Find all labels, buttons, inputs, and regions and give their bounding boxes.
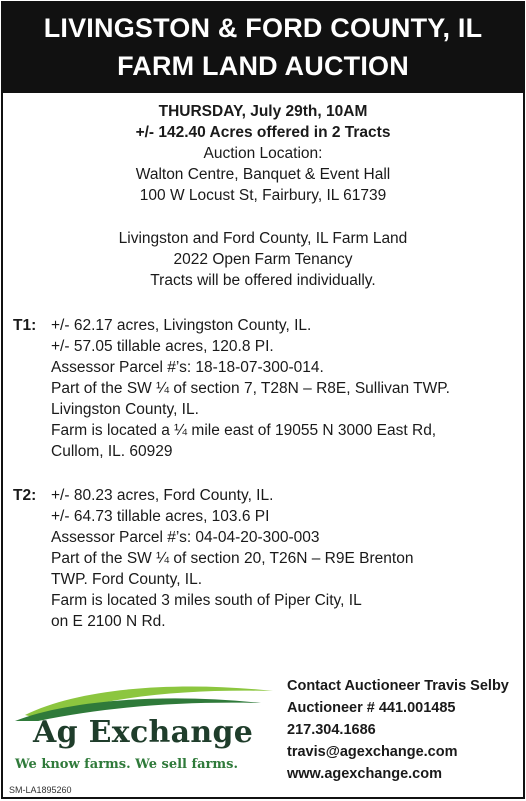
tract-line: +/- 57.05 tillable acres, 120.8 PI. [51, 338, 274, 355]
tract-2 [3, 485, 523, 632]
summary-line-2: 2022 Open Farm Tenancy [173, 251, 353, 268]
auction-date-time: THURSDAY, July 29th, 10AM [158, 103, 368, 120]
ad-code: SM-LA1895260 [9, 785, 72, 795]
ad-footer [3, 671, 523, 781]
summary-line-3: Tracts will be offered individually. [150, 272, 376, 289]
tract-label: T1: [13, 317, 37, 334]
auction-acres: +/- 142.40 Acres offered in 2 Tracts [135, 124, 391, 141]
header-title-line1: LIVINGSTON & FORD COUNTY, IL [43, 13, 483, 43]
auction-address: 100 W Locust St, Fairbury, IL 61739 [139, 187, 387, 204]
tract-line: Part of the SW ¼ of section 7, T28N – R8E, Sullivan TWP. [51, 380, 450, 397]
auction-details [3, 93, 523, 291]
auction-ad [1, 1, 525, 799]
tract-line: Livingston County, IL. [51, 401, 199, 418]
tract-line: Assessor Parcel #’s: 18-18-07-300-014. [51, 359, 324, 376]
tract-line: Farm is located a ¼ mile east of 19055 N 3000 East Rd, [51, 422, 437, 439]
tract-line: +/- 62.17 acres, Livingston County, IL. [51, 317, 312, 334]
ad-header [3, 3, 523, 93]
auction-venue: Walton Centre, Banquet & Event Hall [135, 166, 391, 183]
logo-tagline: We know farms. We sell farms. [15, 757, 238, 772]
auctioneer-number: Auctioneer # 441.001485 [287, 700, 456, 716]
contact-heading: Contact Auctioneer Travis Selby [287, 678, 509, 694]
tract-line: +/- 80.23 acres, Ford County, IL. [51, 487, 274, 504]
tract-line: Part of the SW ¼ of section 20, T26N – R9E Brenton [51, 550, 414, 567]
contact-email: travis@agexchange.com [287, 744, 458, 760]
tract-line: Assessor Parcel #’s: 04-04-20-300-003 [51, 529, 320, 546]
tract-line: TWP. Ford County, IL. [51, 571, 203, 588]
tract-label: T2: [13, 487, 37, 504]
auction-location-label: Auction Location: [203, 145, 323, 162]
tract-1 [3, 315, 523, 462]
contact-website: www.agexchange.com [287, 766, 442, 782]
contact-block [287, 675, 509, 785]
logo-name: Ag Exchange [33, 715, 254, 750]
ag-exchange-logo [11, 681, 279, 781]
tract-line: Farm is located 3 miles south of Piper City, IL [51, 592, 362, 609]
tract-line: Cullom, IL. 60929 [51, 443, 173, 460]
header-title-line2: FARM LAND AUCTION [117, 51, 409, 81]
contact-phone: 217.304.1686 [287, 722, 376, 738]
tract-line: on E 2100 N Rd. [51, 613, 166, 630]
tract-line: +/- 64.73 tillable acres, 103.6 PI [51, 508, 270, 525]
summary-line-1: Livingston and Ford County, IL Farm Land [118, 230, 408, 247]
